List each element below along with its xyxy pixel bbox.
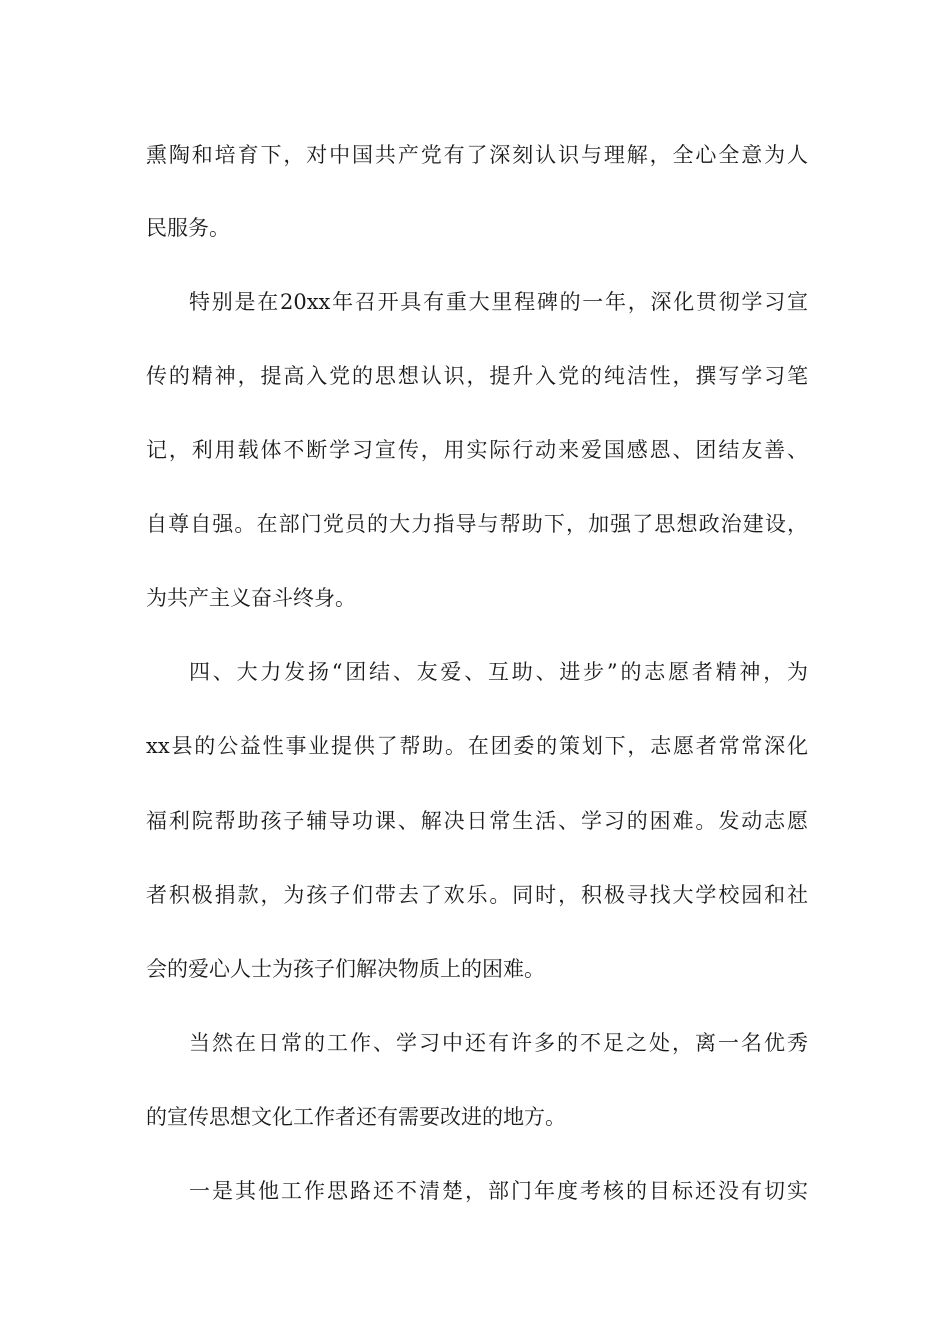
text-line: 特别是在20xx年召开具有重大里程碑的一年，深化贯彻学习宣 bbox=[189, 290, 808, 314]
text-line: 四、大力发扬“团结、友爱、互助、进步”的志愿者精神，为 bbox=[189, 660, 808, 684]
text-line: 自尊自强。在部门党员的大力指导与帮助下，加强了思想政治建设， bbox=[146, 512, 808, 536]
text-line: 会的爱心人士为孩子们解决物质上的困难。 bbox=[146, 957, 545, 981]
text-line: 熏陶和培育下，对中国共产党有了深刻认识与理解，全心全意为人 bbox=[146, 143, 808, 167]
text-line: 者积极捐款，为孩子们带去了欢乐。同时，积极寻找大学校园和社 bbox=[146, 883, 808, 907]
text-line: 的宣传思想文化工作者还有需要改进的地方。 bbox=[146, 1105, 566, 1129]
text-line: 福利院帮助孩子辅导功课、解决日常生活、学习的困难。发动志愿 bbox=[146, 809, 808, 833]
text-line: 记，利用载体不断学习宣传，用实际行动来爱国感恩、团结友善、 bbox=[146, 438, 808, 462]
text-line: xx县的公益性事业提供了帮助。在团委的策划下，志愿者常常深化 bbox=[146, 734, 808, 758]
text-line: 民服务。 bbox=[146, 216, 230, 240]
text-line: 传的精神，提高入党的思想认识，提升入党的纯洁性，撰写学习笔 bbox=[146, 364, 808, 388]
text-line: 当然在日常的工作、学习中还有许多的不足之处，离一名优秀 bbox=[189, 1031, 808, 1055]
text-line: 为共产主义奋斗终身。 bbox=[146, 586, 356, 610]
text-line: 一是其他工作思路还不清楚，部门年度考核的目标还没有切实 bbox=[189, 1179, 808, 1203]
